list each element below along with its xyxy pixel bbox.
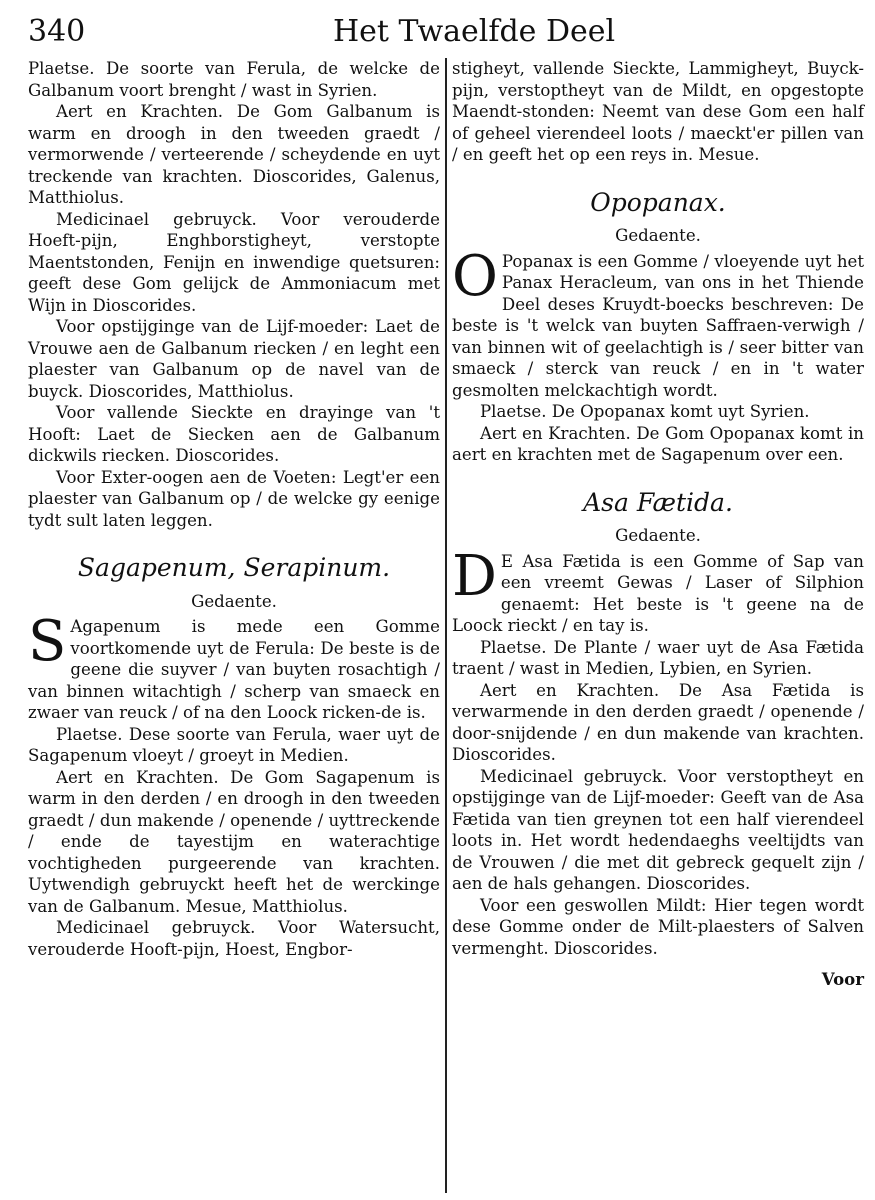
paragraph-with-dropcap — [452, 543, 864, 637]
paragraph-with-dropcap — [452, 243, 864, 402]
running-head: Het Twaelfde Deel — [333, 14, 616, 49]
drop-cap: O — [452, 243, 498, 309]
section-title: Sagapenum, Serapinum. — [77, 553, 391, 582]
catchword: Voor — [821, 969, 864, 989]
paragraph-text: Agapenum is mede een Gomme voortkomende uyt de Ferula: De beste is de geene die suyver / van buyten rosachtigh / van binnen witachtigh / scherp van smaeck en zwaer van reuck / of na den Loock ricken-de is. — [28, 617, 440, 722]
paragraph: Plaetse. De Opopanax komt uyt Syrien. — [480, 402, 810, 421]
paragraph: Voor opstijginge van de Lijf-moeder: Laet de Vrouwe aen de Galbanum riecken / en leght een plaester van Galbanum op de navel van de buyck. Dioscorides, Matthiolus. — [28, 317, 440, 401]
section-title: Opopanax. — [590, 187, 726, 217]
left-column — [28, 58, 440, 1188]
paragraph: Voor een geswollen Mildt: Hier tegen wordt dese Gomme onder de Milt-plaesters of Salven vermenght. Dioscorides. — [452, 895, 864, 958]
paragraph: Aert en Krachten. De Asa Fætida is verwarmende in den derden graedt / openende / door-snijdende / en dun makende van krachten. Dioscorides. — [452, 680, 864, 764]
right-column — [452, 58, 864, 1188]
paragraph: Aert en Krachten. De Gom Sagapenum is warm in den derden / en droogh in den tweeden graedt / dun makende / openende / uyttreckende / ende de tayestijm en waterachtige vochtigheden purgeerende van krachten. Uytwendigh gebruyckt heeft het de werckinge van de Galbanum. Mesue, Matthiolus. — [28, 767, 440, 916]
paragraph: Plaetse. Dese soorte van Ferula, waer uyt de Sagapenum vloeyt / groeyt in Medien. — [28, 724, 440, 765]
paragraph: Voor Exter-oogen aen de Voeten: Legt'er een plaester van Galbanum op / de welcke gy eenige tydt sult laten leggen. — [28, 467, 440, 530]
paragraph: Aert en Krachten. De Gom Galbanum is warm en droogh in den tweeden graedt / vermorwende / verteerende / scheydende en uyt treckende van krachten. Dioscorides, Galenus, Matthiolus. — [28, 102, 440, 207]
page-header — [28, 14, 855, 58]
paragraph: Plaetse. De soorte van Ferula, de welcke de Galbanum voort brenght / wast in Syrien. — [28, 59, 440, 100]
paragraph: Medicinael gebruyck. Voor verouderde Hoeft-pijn, Enghborstigheyt, verstopte Maentstonden, Fenijn en inwendige quetsuren: geeft dese Gom gelijck de Ammoniacum met Wijn in Dioscorides. — [28, 209, 440, 315]
paragraph: Medicinael gebruyck. Voor Watersucht, verouderde Hooft-pijn, Hoest, Engbor- — [28, 918, 440, 959]
section-subtitle: Gedaente. — [191, 591, 277, 611]
paragraph-text: Popanax is een Gomme / vloeyende uyt het Panax Heracleum, van ons in het Thiende Deel deses Kruydt-boecks beschreven: De beste is 't welck van buyten Saffraen-verwigh / van binnen wit of geelachtigh is / seer bitter van smaeck / sterck van reuck / en in 't water gesmolten melckachtigh wordt. — [452, 251, 864, 400]
drop-cap: D — [452, 543, 497, 609]
paragraph: Aert en Krachten. De Gom Opopanax komt in aert en krachten met de Sagapenum over een. — [452, 423, 864, 464]
drop-cap: S — [28, 609, 67, 674]
paragraph: Medicinael gebruyck. Voor verstoptheyt en opstijginge van de Lijf-moeder: Geeft van de Asa Fætida van tien greynen tot een half vierendeel loots in. Het wordt hedendaeghs veeltijdts van de Vrouwen / die met dit gebreck gequelt zijn / aen de hals gehangen. Dioscorides. — [452, 766, 864, 893]
column-divider — [445, 58, 447, 1193]
paragraph: Voor vallende Sieckte en drayinge van 't Hooft: Laet de Siecken aen de Galbanum dickwils riecken. Dioscorides. — [28, 403, 440, 465]
section-subtitle: Gedaente. — [615, 226, 701, 245]
page-number: 340 — [28, 14, 86, 49]
paragraph: Plaetse. De Plante / waer uyt de Asa Fætida traent / wast in Medien, Lybien, en Syrien. — [452, 637, 864, 678]
paragraph-with-dropcap — [28, 609, 440, 724]
section-subtitle: Gedaente. — [615, 526, 701, 545]
paragraph: stigheyt, vallende Sieckte, Lammigheyt, Buyck-pijn, verstoptheyt van de Mildt, en opgestopte Maendt-stonden: Neemt van dese Gom een half of geheel vierendeel loots / maeckt'er pillen van / en geeft het op een reys in. Mesue. — [452, 59, 864, 164]
section-title: Asa Fætida. — [583, 487, 733, 517]
paragraph-text: E Asa Fætida is een Gomme of Sap van een vreemt Gewas / Laser of Silphion genaemt: Het beste is 't geene na de Loock rieckt / en tay is. — [452, 551, 864, 635]
